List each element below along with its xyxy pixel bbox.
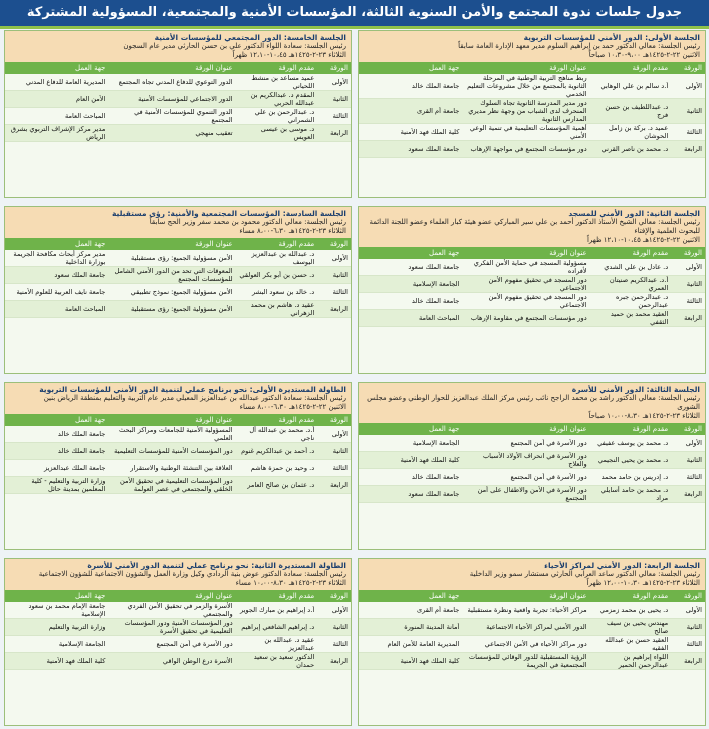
- session-time: الثلاثاء ٢٣-٢-١٤٢٥هـ ١٠،٤٥-١٢،١٠ ظهراً: [232, 51, 346, 59]
- cell-org: جامعة الملك عبدالعزيز: [43, 464, 106, 472]
- table-row: [359, 276, 705, 293]
- session-header: [5, 207, 351, 238]
- cell-paper: الدور الأمني لمراكز الأحياء الاجتماعية: [486, 623, 587, 631]
- column-header-paper: عنوان الورقة: [195, 64, 233, 72]
- session-6: [4, 206, 352, 374]
- session-chair: رئيس الجلسة: سعادة الدكتور عبدالله بن عبدالعزيز المعيلي مدير عام التربية والتعليم بمنطقة الرياض بنين: [43, 394, 346, 402]
- cell-org: كلية الملك فهد الأمنية: [46, 657, 106, 665]
- table-header: [5, 590, 351, 602]
- cell-num: الأولى: [331, 430, 348, 438]
- table-row: [5, 426, 351, 443]
- table-row: [359, 619, 705, 636]
- column-header-num: الورقة: [329, 64, 348, 72]
- column-header-paper: عنوان الورقة: [549, 64, 587, 72]
- cell-org: جامعة الملك سعود: [54, 271, 106, 279]
- cell-org: جامعة نايف العربية للعلوم الأمنية: [16, 288, 106, 296]
- table-header: [359, 423, 705, 435]
- table-row: [359, 602, 705, 619]
- cell-presenter: د. موسى بن عيسى العويس: [260, 125, 315, 141]
- table-row: [359, 141, 705, 158]
- table-row: [5, 284, 351, 301]
- column-header-presenter: مقدم الورقة: [632, 425, 669, 433]
- session-header: [5, 383, 351, 414]
- table-body: [359, 602, 705, 670]
- cell-presenter: عقيد د. هاشم بن محمد الزهراني: [250, 301, 315, 317]
- cell-paper: الرؤية المستقبلية للدور الوقائي للمؤسسات المجتمعية في الجريمة: [468, 653, 587, 669]
- cell-paper: الأسرة والزمر في تحقيق الأمن الفردي والمجتمعي: [127, 602, 233, 618]
- table-row: [5, 460, 351, 477]
- cell-org: جامعة الملك خالد: [411, 473, 460, 481]
- session-title: الطاولة المستديرة الثانية: نحو برنامج عملي لتنمية الدور الأمني للأسرة: [87, 561, 346, 570]
- roundtable-1: [4, 382, 352, 550]
- cell-presenter: عقيد د. عبدالله بن عبدالعزيز: [264, 636, 315, 652]
- cell-presenter: عميد د. بركة بن زامل الحوشان: [609, 124, 669, 140]
- column-header-org: جهة العمل: [429, 249, 460, 257]
- session-1: [358, 30, 706, 198]
- cell-presenter: أ.د. محمد بن عبدالله آل ناجي: [249, 426, 315, 442]
- session-chair: رئيس الجلسة: معالي الدكتور ساعد العرابي الحارثي مستشار سمو وزير الداخلية: [469, 570, 700, 578]
- cell-org: المباحث العامة: [418, 314, 460, 322]
- table-row: [359, 310, 705, 327]
- session-chair: رئيس الجلسة: معالي الدكتور حمد بن إبراهيم السلوم مدير معهد الإدارة العامة سابقاً: [458, 42, 700, 50]
- cell-paper: دور الأسرة في أمن المجتمع: [510, 439, 587, 447]
- table-header: [359, 62, 705, 74]
- cell-num: الثالثة: [332, 112, 348, 120]
- cell-org: جامعة أم القرى: [416, 107, 460, 115]
- cell-org: المديرية العامة للأمن العام: [387, 640, 460, 648]
- cell-num: الأولى: [331, 78, 348, 86]
- table-row: [359, 99, 705, 124]
- cell-num: الأولى: [685, 606, 702, 614]
- cell-org: جامعة الملك خالد: [57, 430, 106, 438]
- table-row: [5, 91, 351, 108]
- column-header-org: جهة العمل: [75, 416, 106, 424]
- table-row: [5, 250, 351, 267]
- table-row: [5, 267, 351, 284]
- cell-paper: الدور الاجتماعي للمؤسسات الأمنية: [138, 95, 233, 103]
- column-header-num: الورقة: [329, 592, 348, 600]
- session-header: [5, 559, 351, 590]
- column-header-paper: عنوان الورقة: [195, 592, 233, 600]
- cell-org: الأمن العام: [76, 95, 106, 103]
- cell-paper: مسؤولية المسجد في حماية الأمن الفكري لأفراده: [473, 259, 587, 275]
- cell-num: الثالثة: [686, 473, 702, 481]
- table-row: [5, 108, 351, 125]
- session-chair: رئيس الجلسة: سعادة الدكتور عوض بنية الردادي وكيل وزارة العمل والشؤون الاجتماعية للشؤون الاجتماعية: [38, 570, 346, 578]
- cell-paper: دور المؤسسات الأمنية ودور المؤسسات التعليمية في تحقيق الأسرة: [124, 619, 233, 635]
- cell-presenter: د. حسن بن أبو بكر العولقي: [239, 271, 315, 279]
- column-header-presenter: مقدم الورقة: [632, 592, 669, 600]
- cell-org: جامعة أم القرى: [416, 606, 460, 614]
- cell-org: كلية الملك فهد الأمنية: [400, 657, 460, 665]
- column-header-paper: عنوان الورقة: [195, 240, 233, 248]
- cell-presenter: د. إبراهيم الشافعي إبراهيم: [241, 623, 315, 631]
- cell-paper: تعقيب منهجي: [195, 129, 233, 137]
- cell-presenter: د. عبدالله بن عبدالعزيز اليوسف: [251, 250, 315, 266]
- cell-presenter: د. خالد بن سعود البشر: [251, 288, 315, 296]
- cell-presenter: د. محمد بن يحيى النجيمي: [597, 456, 669, 464]
- cell-org: وزارة التربية والتعليم: [48, 623, 106, 631]
- table-row: [359, 74, 705, 99]
- cell-presenter: د. عادل بن علي الشدي: [604, 263, 669, 271]
- session-header: [5, 31, 351, 62]
- session-title: الطاولة المستديرة الأولى: نحو برنامج عملي لتنمية الدور الأمني للمؤسسات التربوية: [39, 385, 346, 394]
- table-header: [5, 238, 351, 250]
- cell-presenter: د. عبدالرحمن بن علي الشمراني: [254, 108, 315, 124]
- cell-presenter: د. وحيد بن حمزة هاشم: [250, 464, 315, 472]
- cell-org: المديرية العامة للدفاع المدني: [25, 78, 106, 86]
- cell-paper: دور مؤسسات المجتمع في مواجهة الإرهاب: [470, 145, 587, 153]
- cell-num: الثالثة: [686, 640, 702, 648]
- cell-org: جامعة الملك سعود: [408, 145, 460, 153]
- column-header-org: جهة العمل: [429, 64, 460, 72]
- session-4: [358, 558, 706, 726]
- column-header-paper: عنوان الورقة: [549, 425, 587, 433]
- cell-paper: الدور التنموي للمؤسسات الأمنية في المجتمع: [134, 108, 233, 124]
- table-row: [359, 653, 705, 670]
- left-column: [4, 30, 352, 726]
- cell-num: الرابعة: [330, 481, 348, 489]
- cell-org: مدير مركز أبحاث مكافحة الجريمة بوزارة الداخلية: [13, 250, 106, 266]
- cell-num: الرابعة: [684, 490, 702, 498]
- table-row: [359, 293, 705, 310]
- column-header-org: جهة العمل: [429, 592, 460, 600]
- session-header: [359, 383, 705, 423]
- roundtable-2: [4, 558, 352, 726]
- table-row: [5, 125, 351, 142]
- session-chair: رئيس الجلسة: معالي الدكتور راشد بن محمد الراجح نائب رئيس مركز الملك عبدالعزيز للحوار الوطني وعضو مجلس الشورى: [367, 394, 700, 411]
- cell-num: الأولى: [685, 439, 702, 447]
- column-header-num: الورقة: [683, 249, 702, 257]
- session-chair: رئيس الجلسة: سعادة اللواء الدكتور علي بن حسن الحارثي مدير عام السجون: [123, 42, 346, 50]
- table-row: [5, 74, 351, 91]
- cell-num: الثانية: [686, 107, 702, 115]
- cell-num: الثانية: [332, 623, 348, 631]
- cell-org: الجامعة الإسلامية: [412, 439, 460, 447]
- cell-paper: الأمن مسؤولية الجميع: رؤى مستقبلية: [130, 254, 233, 262]
- column-header-num: الورقة: [329, 416, 348, 424]
- cell-paper: المسؤولية الأمنية للجامعات ومراكز البحث العلمي: [119, 426, 233, 442]
- table-row: [5, 301, 351, 318]
- cell-org: جامعة الملك خالد: [411, 297, 460, 305]
- cell-paper: دور مراكز الأحياء في الأمن الاجتماعي: [484, 640, 587, 648]
- cell-num: الثالثة: [332, 288, 348, 296]
- table-row: [359, 452, 705, 469]
- cell-num: الرابعة: [330, 305, 348, 313]
- cell-org: مدير مركز الإشراف التربوي بشرق الرياض: [10, 125, 106, 141]
- cell-paper: دور مدير المدرسة الثانوية تجاه السلوك المنحرف لدى الشباب من وجهة نظر مديري المدارس الثانوية: [468, 99, 587, 123]
- session-time: الثلاثاء ٢٣-٢-١٤٢٥هـ ٦،٣٠-٨،٠٠ مساء: [239, 227, 346, 235]
- cell-num: الأولى: [685, 82, 702, 90]
- table-header: [5, 62, 351, 74]
- cell-num: الرابعة: [684, 314, 702, 322]
- column-header-paper: عنوان الورقة: [195, 416, 233, 424]
- cell-paper: العلاقة بين التنشئة الوطنية والاستقرار: [130, 464, 233, 472]
- cell-num: الثانية: [686, 456, 702, 464]
- cell-presenter: الدكتور سعيد بن سعيد حمدان: [253, 653, 315, 669]
- cell-presenter: العقيد حسن بن عبدالله الفقيه: [605, 636, 669, 652]
- session-title: الجلسة السادسة: المؤسسات المجتمعية والأمنية: رؤى مستقبلية: [112, 209, 346, 218]
- session-title: الجلسة الثالثة: الدور الأمني للأسرة: [571, 385, 700, 394]
- cell-org: جامعة الملك خالد: [411, 82, 460, 90]
- cell-num: الثانية: [332, 447, 348, 455]
- column-header-presenter: مقدم الورقة: [278, 592, 315, 600]
- cell-num: الأولى: [331, 606, 348, 614]
- column-header-paper: عنوان الورقة: [549, 592, 587, 600]
- table-row: [5, 477, 351, 494]
- cell-org: وزارة التربية والتعليم - كلية المعلمين بمدينة حائل: [31, 477, 106, 493]
- cell-num: الأولى: [331, 254, 348, 262]
- table-body: [359, 435, 705, 503]
- session-header: [359, 559, 705, 590]
- cell-presenter: مهندس يحيى بن سيف صالح: [607, 619, 669, 635]
- session-header: [359, 207, 705, 247]
- cell-paper: أهمية المؤسسات التعليمية في تنمية الوعي الأمني: [469, 124, 587, 140]
- cell-paper: المعوقات التي تحد من الدور الأمني الشامل للمؤسسات المجتمع: [114, 267, 233, 283]
- cell-presenter: أ.د. عبدالكريم صنيتان العمري: [609, 276, 669, 292]
- cell-presenter: د. محمد بن حامد أسايلي مراد: [600, 486, 669, 502]
- session-time: الاثنين ٢٢-٢-١٤٢٥هـ ٦،٣٠-٨،٠٠ مساء: [239, 403, 346, 411]
- page-title: جدول جلسات ندوة المجتمع والأمن السنوية الثالثة، المؤسسات الأمنية والمجتمعية، المسؤولية المشتركة: [0, 0, 709, 29]
- session-time: الاثنين ٢٢-٢-١٤٢٥هـ ١٠،٤٥-١٢،١٠ ظهراً: [586, 236, 700, 244]
- cell-paper: الأسرة درع الوطن الواقي: [162, 657, 233, 665]
- session-title: الجلسة الثانية: الدور الأمني للمسجد: [568, 209, 700, 218]
- cell-num: الثالثة: [686, 128, 702, 136]
- cell-org: المباحث العامة: [64, 305, 106, 313]
- cell-paper: الدور التوعوي للدفاع المدني تجاه المجتمع: [118, 78, 233, 86]
- session-title: الجلسة الخامسة: الدور المجتمعي للمؤسسات الأمنية: [154, 33, 346, 42]
- cell-org: كلية الملك فهد الأمنية: [400, 128, 460, 136]
- column-header-org: جهة العمل: [75, 240, 106, 248]
- cell-num: الثالثة: [332, 640, 348, 648]
- column-header-org: جهة العمل: [429, 425, 460, 433]
- column-header-org: جهة العمل: [75, 64, 106, 72]
- cell-org: الجامعة الإسلامية: [412, 280, 460, 288]
- cell-paper: دور الأسرة في الأمن والاطفال على أمن المجتمع: [477, 486, 587, 502]
- session-title: الجلسة الأولى: الدور الأمني للمؤسسات التربوية: [523, 33, 700, 42]
- table-body: [5, 426, 351, 494]
- column-header-num: الورقة: [683, 425, 702, 433]
- cell-paper: دور المسجد في تحقيق مفهوم الأمن الاجتماعي: [488, 293, 587, 309]
- table-row: [5, 653, 351, 670]
- table-row: [5, 636, 351, 653]
- table-row: [5, 443, 351, 460]
- table-row: [359, 435, 705, 452]
- cell-presenter: د. محمد بن ناصر القرني: [601, 145, 669, 153]
- cell-presenter: د. أحمد بن عبدالكريم غنوم: [241, 447, 315, 455]
- cell-paper: الأمن مسؤولية الجميع: نموذج تطبيقي: [130, 288, 233, 296]
- column-header-presenter: مقدم الورقة: [278, 64, 315, 72]
- column-header-org: جهة العمل: [75, 592, 106, 600]
- cell-org: جامعة الملك سعود: [408, 263, 460, 271]
- table-row: [359, 486, 705, 503]
- cell-org: كلية الملك فهد الأمنية: [400, 456, 460, 464]
- cell-presenter: المقدم د. عبدالكريم بن عبدالله الحربي: [250, 91, 315, 107]
- cell-org: جامعة الملك خالد: [57, 447, 106, 455]
- session-chair: رئيس الجلسة: معالي الدكتور محمود بن محمد سفر وزير الحج سابقاً: [149, 218, 346, 226]
- session-time: الاثنين ٢٢-٢-١٤٢٥هـ ٩،٠٠-١٠،٣٠ صباحاً: [588, 51, 700, 59]
- table-header: [359, 590, 705, 602]
- table-row: [5, 602, 351, 619]
- column-header-num: الورقة: [329, 240, 348, 248]
- cell-org: أمانة المدينة المنورة: [404, 623, 460, 631]
- cell-presenter: العقيد محمد بن حميد الثقفي: [610, 310, 669, 326]
- session-title: الجلسة الرابعة: الدور الأمني لمراكز الأحياء: [544, 561, 700, 570]
- cell-presenter: أ.د سالم بن علي الوهابي: [600, 82, 669, 90]
- cell-paper: دور المؤسسات التعليمية في تحقيق الأمن الخلقي والمجتمعي في عصر العولمة: [119, 477, 233, 493]
- table-body: [5, 602, 351, 670]
- table-row: [359, 259, 705, 276]
- cell-org: جامعة الإمام محمد بن سعود الإسلامية: [28, 602, 106, 618]
- table-body: [359, 74, 705, 158]
- table-header: [359, 247, 705, 259]
- cell-paper: دور الأسرة في انحراف الأولاد الأسباب والعلاج: [482, 452, 587, 468]
- table-body: [5, 250, 351, 318]
- cell-num: الأولى: [685, 263, 702, 271]
- cell-paper: دور الأسرة في أمن المجتمع: [156, 640, 233, 648]
- cell-paper: مراكز الأحياء: تجربة واقعية ونظرة مستقبلية: [467, 606, 587, 614]
- right-column: [358, 30, 706, 726]
- cell-paper: دور المسجد في تحقيق مفهوم الأمن الاجتماعي: [488, 276, 587, 292]
- session-chair: رئيس الجلسة: معالي الشيخ الأستاذ الدكتور أحمد بن علي سير المباركي عضو هيئة كبار العلماء وعضو اللجنة الدائمة للبحوث العلمية والإفتاء: [369, 218, 700, 235]
- cell-org: المباحث العامة: [64, 112, 106, 120]
- table-row: [359, 469, 705, 486]
- cell-presenter: عميد مساعد بن منشط اللحياني: [251, 74, 315, 90]
- column-header-presenter: مقدم الورقة: [278, 416, 315, 424]
- cell-num: الرابعة: [684, 657, 702, 665]
- table-body: [5, 74, 351, 142]
- session-time: الثلاثاء ٢٣-٢-١٤٢٥هـ ٨،٣٠-١٠،٠٠ مساء: [235, 579, 346, 587]
- cell-paper: ربط مناهج التربية الوطنية في المرحلة الثانوية بالمجتمع من خلال مشروعات التعليم الخدمي: [467, 74, 587, 98]
- cell-num: الثانية: [686, 280, 702, 288]
- session-time: الثلاثاء ٢٣-٢-١٤٢٥هـ ٨،٣٠-١٠،٠٠ صباحاً: [588, 412, 700, 420]
- column-header-presenter: مقدم الورقة: [632, 64, 669, 72]
- cell-presenter: د. إدريس بن حامد محمد: [601, 473, 669, 481]
- cell-paper: دور مؤسسات المجتمع في مقاومة الإرهاب: [470, 314, 587, 322]
- session-header: [359, 31, 705, 62]
- cell-presenter: اللواء إبراهيم بن عبدالرحمن الحمير: [618, 653, 669, 669]
- cell-org: جامعة الملك سعود: [408, 490, 460, 498]
- table-row: [5, 619, 351, 636]
- cell-presenter: د. محمد بن يوسف عفيفي: [597, 439, 669, 447]
- table-row: [359, 636, 705, 653]
- cell-paper: الأمن مسؤولية الجميع: رؤى مستقبلية: [130, 305, 233, 313]
- cell-num: الثالثة: [686, 297, 702, 305]
- cell-paper: دور الأسرة في أمن المجتمع: [510, 473, 587, 481]
- table-body: [359, 259, 705, 327]
- column-header-num: الورقة: [683, 592, 702, 600]
- cell-paper: دور المؤسسات الأمنية للمؤسسات التعليمية: [114, 447, 233, 455]
- cell-presenter: د. عثمان بن صالح العامر: [247, 481, 315, 489]
- cell-num: الثانية: [332, 95, 348, 103]
- cell-presenter: أ.د إبراهيم بن مبارك الجوير: [239, 606, 315, 614]
- session-time: الثلاثاء ٢٣-٢-١٤٢٥هـ ١٠،٣٠-١٢،٠٠ ظهراً: [586, 579, 700, 587]
- cell-presenter: د. عبدالرحمن جبره عبدالرحمن: [616, 293, 669, 309]
- cell-presenter: د. عبداللطيف بن حسن فرج: [605, 103, 669, 119]
- cell-presenter: د. يحيى بن محمد زمزمي: [599, 606, 669, 614]
- cell-num: الرابعة: [330, 129, 348, 137]
- cell-num: الرابعة: [684, 145, 702, 153]
- session-2: [358, 206, 706, 374]
- table-header: [5, 414, 351, 426]
- cell-num: الثانية: [332, 271, 348, 279]
- column-header-presenter: مقدم الورقة: [632, 249, 669, 257]
- column-header-presenter: مقدم الورقة: [278, 240, 315, 248]
- column-header-paper: عنوان الورقة: [549, 249, 587, 257]
- cell-num: الرابعة: [330, 657, 348, 665]
- table-row: [359, 124, 705, 141]
- cell-num: الثالثة: [332, 464, 348, 472]
- cell-org: الجامعة الإسلامية: [58, 640, 106, 648]
- column-header-num: الورقة: [683, 64, 702, 72]
- session-3: [358, 382, 706, 550]
- cell-num: الثانية: [686, 623, 702, 631]
- session-5: [4, 30, 352, 198]
